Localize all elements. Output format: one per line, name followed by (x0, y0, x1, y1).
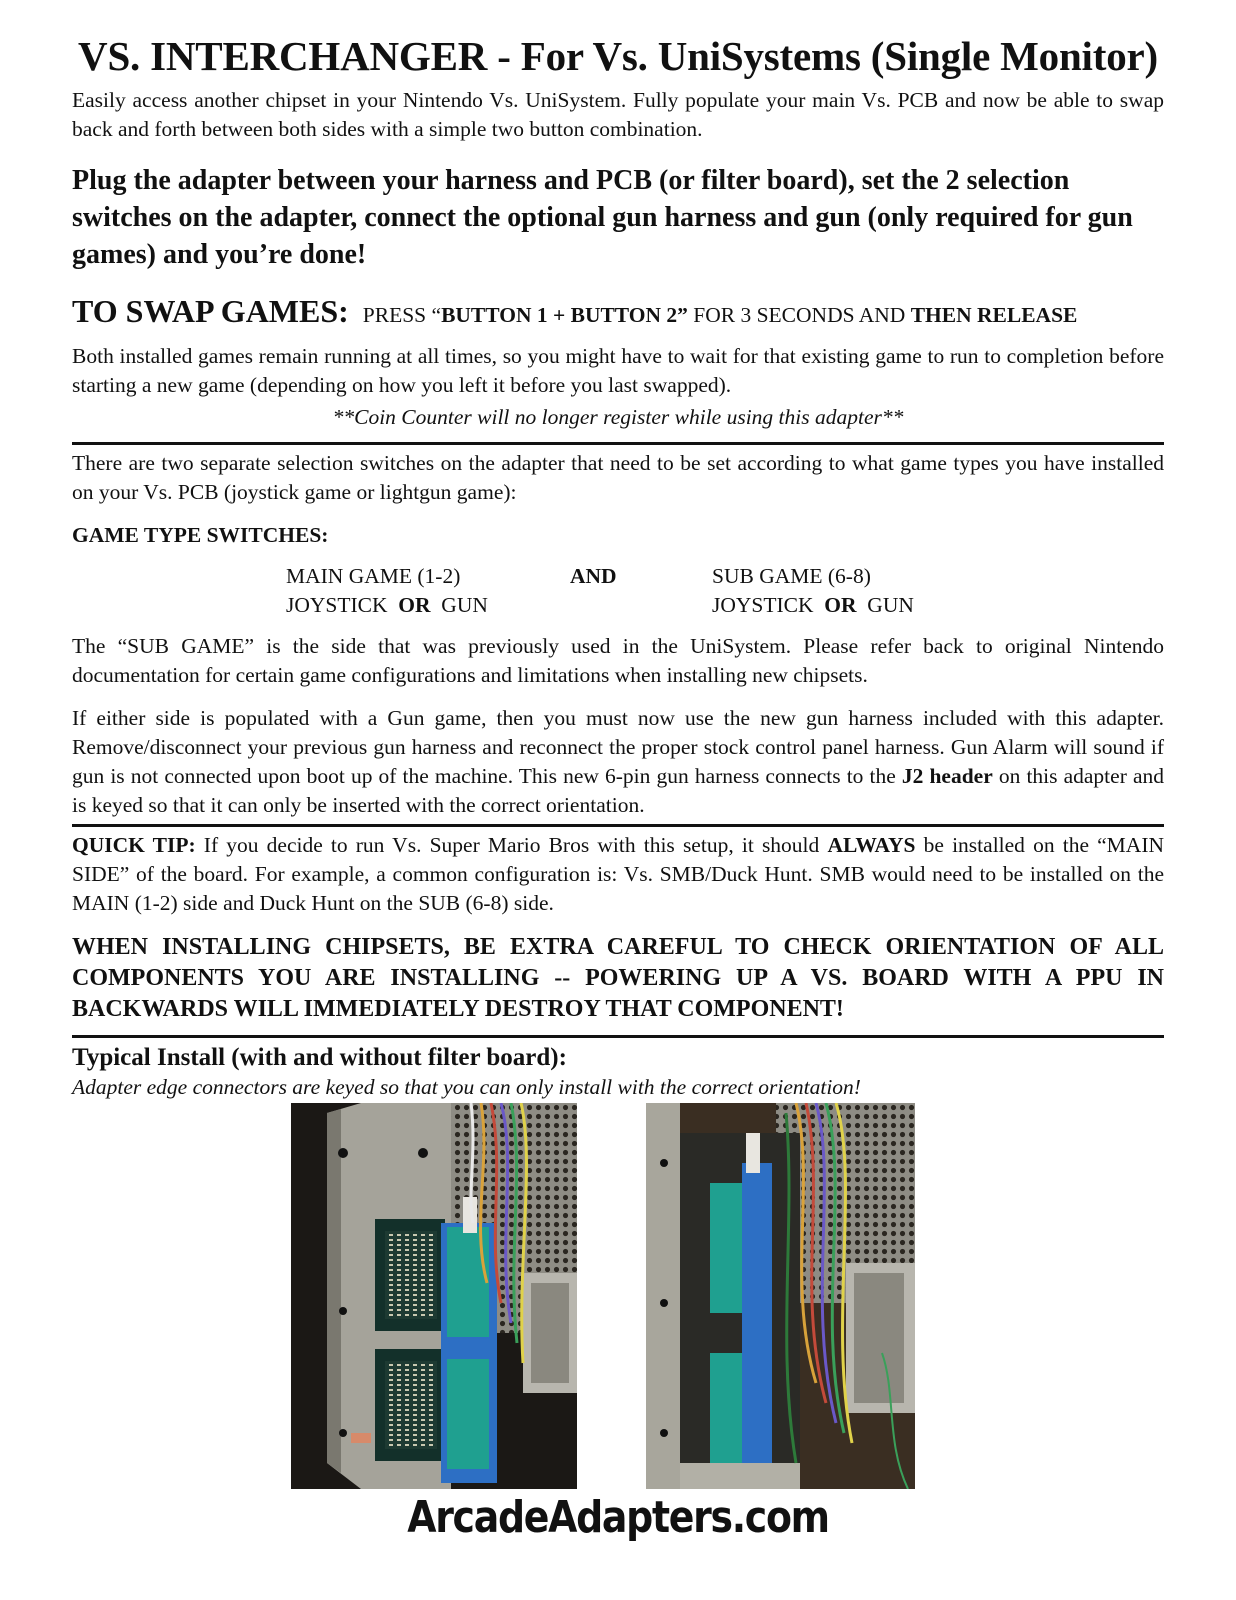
gun-option: GUN (867, 593, 914, 617)
main-game-options (286, 591, 570, 620)
j2-header-label: J2 header (901, 764, 993, 788)
joystick-option: JOYSTICK (712, 593, 814, 617)
sub-game-options (712, 591, 1012, 620)
footer-website: ArcadeAdapters.com (407, 1492, 829, 1543)
divider (72, 1035, 1164, 1038)
or-label: OR (398, 593, 431, 617)
swap-text (363, 303, 1078, 328)
intro-paragraph: Easily access another chipset in your Nintendo Vs. UniSystem. Fully populate your main Vs. PCB and now be able to swap back and forth between both sides with a simple two button combination. (72, 88, 1164, 141)
quick-tip-text: If you decide to run Vs. Super Mario Bros with this setup, it should (195, 833, 828, 857)
always-label: ALWAYS (827, 833, 916, 857)
gun-para-text-end: on this adapter and is keyed so that it can only be inserted with the correct orientation. (72, 764, 1164, 817)
typical-install-note: Adapter edge connectors are keyed so that you can only install with the correct orientation! (72, 1075, 861, 1099)
switch-table (286, 562, 1164, 620)
gun-para-text: If either side is populated with a Gun game, then you must now use the new gun harness included with this adapter. Remove/disconnect your previous gun harness and reconnect the proper stock control panel harness. Gun Alarm will sound if gun is not connected upon boot up of the machine. This new 6-pin gun harness connects to the (72, 706, 1164, 788)
swap-release: THEN RELEASE (910, 303, 1078, 327)
swap-seconds: FOR 3 SECONDS AND (687, 303, 911, 327)
gun-option: GUN (441, 593, 488, 617)
coin-counter-note: **Coin Counter will no longer register while using this adapter** (332, 405, 904, 429)
swap-press: PRESS “ (362, 303, 442, 327)
sub-game-description: The “SUB GAME” is the side that was previously used in the UniSystem. Please refer back to original Nintendo documentation for certain game configurations and limitations when installing new chipsets. (72, 634, 1164, 687)
main-game-label: MAIN GAME (1-2) (286, 564, 461, 588)
main-content (72, 30, 1164, 1100)
installation-warning: WHEN INSTALLING CHIPSETS, BE EXTRA CAREFUL TO CHECK ORIENTATION OF ALL COMPONENTS YOU ARE INSTALLING -- POWERING UP A VS. BOARD WITH A PPU IN BACKWARDS WILL IMMEDIATELY DESTROY THAT COMPONENT! (72, 934, 1164, 1022)
game-type-heading: GAME TYPE SWITCHES: (72, 523, 329, 547)
install-photo-without-filter-board (646, 1103, 915, 1489)
quick-tip-label: QUICK TIP: (72, 833, 196, 857)
install-photo-with-filter-board (291, 1103, 577, 1489)
joystick-option: JOYSTICK (286, 593, 388, 617)
plug-instructions: Plug the adapter between your harness and PCB (or filter board), set the 2 selection switches on the adapter, connect the optional gun harness and gun (only required for gun games) and you’re done! (72, 165, 1133, 270)
divider (72, 824, 1164, 827)
swap-buttons: BUTTON 1 + BUTTON 2” (441, 303, 688, 327)
quick-tip (72, 831, 1164, 918)
divider (72, 442, 1164, 445)
running-note: Both installed games remain running at all times, so you might have to wait for that existing game to run to completion before starting a new game (depending on how you left it before you last swapped). (72, 344, 1164, 397)
or-label: OR (824, 593, 857, 617)
quick-tip-text-end: be installed on the “MAIN SIDE” of the board. For example, a common configuration is: Vs. SMB/Duck Hunt. SMB would need to be installed on the MAIN (1-2) side and Duck Hunt on the SUB (6-8) side. (72, 833, 1165, 915)
sub-game-label: SUB GAME (6-8) (712, 564, 871, 588)
typical-install-heading: Typical Install (with and without filter board): (72, 1044, 567, 1071)
gun-harness-paragraph (72, 704, 1164, 820)
swap-instructions (72, 293, 1164, 330)
and-label: AND (570, 564, 617, 588)
swap-heading: TO SWAP GAMES: (72, 293, 349, 329)
selection-switches-paragraph: There are two separate selection switches on the adapter that need to be set according to what game types you have installed on your Vs. PCB (joystick game or lightgun game): (72, 451, 1164, 504)
page-title: VS. INTERCHANGER - For Vs. UniSystems (Single Monitor) (78, 33, 1158, 79)
